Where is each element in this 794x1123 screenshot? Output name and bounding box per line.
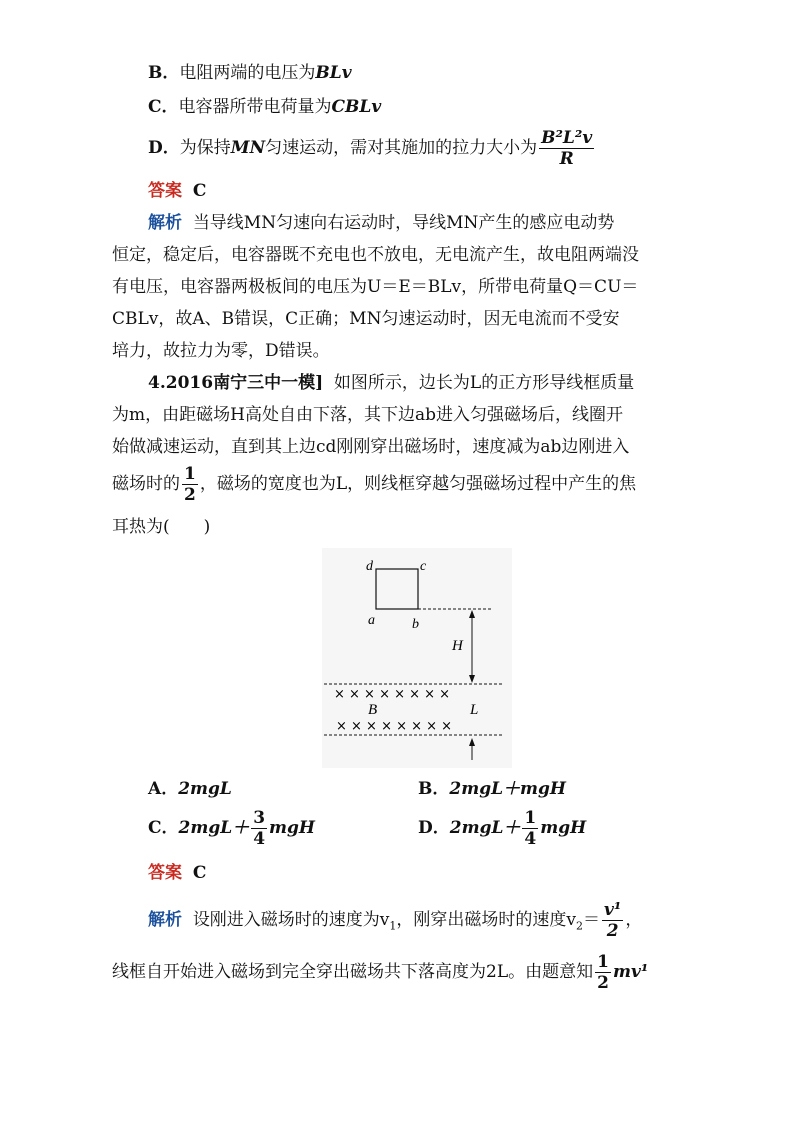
option-b	[418, 778, 566, 800]
magnetic-field-figure	[322, 548, 512, 768]
fraction-numerator: 1	[184, 464, 196, 484]
analysis-1-line-5: 培力，故拉力为零，D错误。	[112, 341, 330, 361]
equals-sign: ＝	[583, 910, 601, 930]
option-text: 电容器所带电荷量为	[178, 97, 332, 117]
analysis-text: 线框自开始进入磁场到完全穿出磁场共下落高度为2L。由题意知	[112, 962, 594, 982]
answer-line-2	[148, 862, 206, 884]
question-text: 如图所示，边长为L的正方形导线框质量	[333, 373, 635, 393]
field-crosses-row-2: × × × × × × × ×	[336, 719, 453, 734]
answer-line-1	[148, 180, 206, 202]
label-b-field: B	[368, 702, 378, 718]
analysis-1-line-3: 有电压，电容器两极板间的电压为U＝E＝BLv，所带电荷量Q＝CU＝	[112, 277, 639, 297]
fraction-numerator: 1	[597, 952, 609, 972]
fraction-numerator: B²L²v	[541, 128, 593, 148]
fraction-denominator: 2	[184, 485, 196, 505]
subscript: 1	[389, 919, 397, 933]
option-formula: MN	[230, 138, 266, 158]
answer-value: C	[192, 181, 207, 201]
option-d-fraction	[522, 808, 538, 849]
label-b: b	[412, 617, 419, 632]
fraction-denominator: 4	[253, 829, 266, 849]
fraction-denominator: R	[559, 149, 574, 169]
option-d-prev	[148, 128, 596, 169]
half-fraction-2	[595, 952, 611, 993]
answer-label: 答案	[148, 863, 182, 883]
question-4-line-4	[112, 464, 636, 505]
fraction-denominator: 4	[524, 829, 537, 849]
velocity-fraction	[602, 900, 623, 941]
question-4-line-2: 为m，由距磁场H高处自由下落，其下边ab进入匀强磁场后，线圈开	[112, 405, 623, 425]
option-b-prev	[148, 62, 352, 84]
option-formula: BLv	[315, 63, 352, 83]
square-coil	[376, 569, 418, 609]
question-text: ，磁场的宽度也为L，则线框穿越匀强磁场过程中产生的焦	[199, 474, 637, 494]
option-formula: mgH	[540, 818, 587, 838]
option-letter: A．	[148, 779, 179, 799]
option-letter: C．	[148, 97, 179, 117]
option-letter: D．	[148, 138, 180, 158]
option-formula: 2mgL＋	[178, 818, 250, 838]
analysis-1-line-1	[148, 212, 614, 234]
field-crosses-row-1: × × × × × × × ×	[334, 687, 451, 702]
option-c	[148, 808, 315, 849]
option-a	[148, 778, 232, 800]
question-4-line-3: 始做减速运动，直到其上边cd刚刚穿出磁场时，速度减为ab边刚进入	[112, 437, 630, 457]
figure-diagram	[322, 548, 512, 768]
label-d: d	[366, 559, 373, 574]
question-number: 4.	[148, 373, 166, 393]
arrow-head-down	[469, 675, 475, 683]
option-formula: CBLv	[331, 97, 382, 117]
force-fraction	[539, 128, 594, 169]
analysis-text: ，刚穿出磁场时的速度v	[396, 910, 577, 930]
analysis-1-line-2: 恒定，稳定后，电容器既不充电也不放电，无电流产生，故电阻两端没	[112, 245, 639, 265]
option-formula: 2mgL＋mgH	[449, 779, 566, 799]
analysis-label: 解析	[148, 910, 182, 930]
subscript: 2	[576, 919, 584, 933]
option-text: 匀速运动，需对其施加的拉力大小为	[265, 138, 538, 158]
analysis-text: 当导线MN匀速向右运动时，导线MN产生的感应电动势	[192, 213, 615, 233]
analysis-label: 解析	[148, 213, 182, 233]
option-c-prev	[148, 96, 381, 118]
fraction-numerator: 1	[524, 808, 537, 828]
option-letter: B．	[418, 779, 450, 799]
analysis-text: ，	[625, 910, 643, 930]
label-c: c	[420, 559, 427, 574]
question-source: 2016南宁三中一模]	[165, 373, 324, 393]
option-text: 为保持	[179, 138, 231, 158]
answer-label: 答案	[148, 181, 182, 201]
analysis-text: 设刚进入磁场时的速度为v	[192, 910, 390, 930]
fraction-numerator: 3	[253, 808, 266, 828]
fraction-denominator: 2	[597, 973, 609, 993]
question-text: 磁场时的	[112, 474, 180, 494]
option-letter: D．	[418, 818, 450, 838]
option-c-fraction	[251, 808, 267, 849]
option-d	[418, 808, 586, 849]
option-letter: B．	[148, 63, 180, 83]
label-l: L	[470, 702, 479, 718]
label-h: H	[452, 638, 463, 654]
option-formula: 2mgL	[178, 779, 232, 799]
analysis-2-line-1	[148, 900, 642, 941]
option-formula: 2mgL＋	[449, 818, 521, 838]
analysis-formula: mv¹	[612, 962, 649, 982]
question-4-line-5: 耳热为( )	[112, 517, 211, 537]
question-4-line-1	[148, 372, 634, 394]
option-formula: mgH	[269, 818, 315, 838]
width-arrow-head	[469, 738, 475, 746]
arrow-head-up	[469, 610, 475, 618]
analysis-2-line-2	[112, 952, 648, 993]
half-fraction	[182, 464, 198, 505]
fraction-denominator: 2	[606, 921, 619, 941]
fraction-numerator: v¹	[604, 900, 622, 920]
answer-value: C	[192, 863, 207, 883]
analysis-1-line-4: CBLv，故A、B错误，C正确；MN匀速运动时，因无电流而不受安	[112, 309, 620, 329]
label-a: a	[368, 613, 375, 628]
option-letter: C．	[148, 818, 179, 838]
option-text: 电阻两端的电压为	[179, 63, 316, 83]
